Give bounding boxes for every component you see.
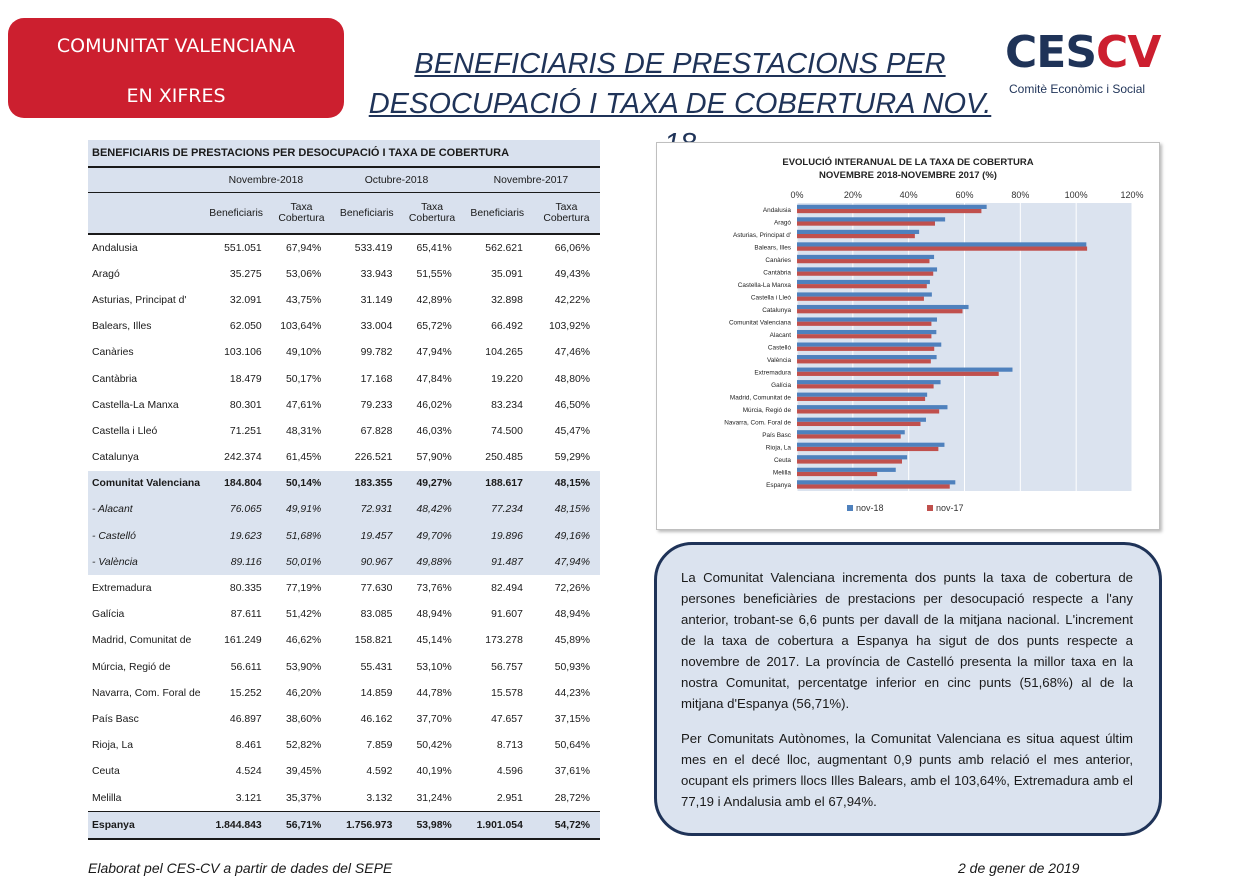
y-category-label: Múrcia, Regió de <box>742 407 791 415</box>
bar-nov-17 <box>797 434 901 438</box>
chart-subtitle: NOVEMBRE 2018-NOVEMBRE 2017 (%) <box>819 170 997 181</box>
cell-taxa: 53,10% <box>416 661 452 673</box>
cell-taxa: 46,03% <box>416 425 452 437</box>
bar-nov-18 <box>797 455 907 459</box>
cell-taxa: 103,64% <box>280 321 322 333</box>
table-caption: BENEFICIARIS DE PRESTACIONS PER DESOCUPACIÓ I TAXA DE COBERTURA <box>88 140 600 168</box>
row-label: Cantàbria <box>92 373 138 385</box>
cell-beneficiaris: 184.804 <box>201 471 272 497</box>
cell-beneficiaris: 4.592 <box>366 766 393 778</box>
cell-beneficiaris: 80.301 <box>229 399 262 411</box>
cell-taxa: 61,45% <box>285 452 322 464</box>
y-category-label: País Basc <box>762 432 791 440</box>
bar-nov-18 <box>797 355 937 359</box>
bar-nov-17 <box>797 472 877 476</box>
header-empty <box>88 168 201 193</box>
cell-beneficiaris: 7.859 <box>366 740 393 752</box>
y-category-label: Galícia <box>771 382 791 390</box>
row-label: Andalusia <box>92 242 138 254</box>
cell-beneficiaris: 161.249 <box>224 635 262 647</box>
row-label: Madrid, Comunitat de <box>92 635 192 647</box>
cell-taxa: 49,10% <box>285 347 322 359</box>
cell-beneficiaris: 76.065 <box>201 497 272 523</box>
bar-nov-17 <box>797 347 934 351</box>
cell-taxa: 57,90% <box>416 452 452 464</box>
cell-taxa: 31,24% <box>416 792 452 804</box>
table-row <box>88 340 600 366</box>
cell-taxa: 72,26% <box>554 583 590 595</box>
cell-taxa: 49,70% <box>402 523 461 549</box>
table-row <box>88 314 600 340</box>
row-label: Múrcia, Regió de <box>92 661 171 673</box>
col-header-taxa: Taxa Cobertura <box>272 193 332 235</box>
bar-nov-18 <box>797 368 1012 372</box>
row-label: Melilla <box>92 792 122 804</box>
table-row <box>88 654 600 680</box>
row-label: Aragó <box>92 268 120 280</box>
cell-taxa: 65,72% <box>416 321 452 333</box>
col-header-beneficiaris: Beneficiaris <box>201 193 272 235</box>
cell-taxa: 50,64% <box>554 740 590 752</box>
bar-nov-17 <box>797 384 934 388</box>
cell-taxa: 44,78% <box>416 687 452 699</box>
cell-beneficiaris: 2.951 <box>496 792 523 804</box>
cell-taxa: 48,15% <box>533 497 600 523</box>
row-label: Canàries <box>92 347 134 359</box>
cell-taxa: 28,72% <box>554 792 590 804</box>
cell-taxa: 45,47% <box>554 425 590 437</box>
cell-beneficiaris: 158.821 <box>354 635 393 647</box>
cell-taxa: 38,60% <box>285 713 322 725</box>
cell-beneficiaris: 46.162 <box>360 713 393 725</box>
cell-taxa: 53,98% <box>402 812 461 840</box>
cell-beneficiaris: 79.233 <box>360 399 393 411</box>
bar-nov-18 <box>797 317 937 321</box>
logo-subtitle: Comitè Econòmic i Social <box>1009 82 1146 96</box>
cell-taxa: 53,90% <box>285 661 322 673</box>
cell-taxa: 51,55% <box>416 268 452 280</box>
cell-beneficiaris: 35.275 <box>229 268 262 280</box>
table-row <box>88 733 600 759</box>
cell-beneficiaris: 19.220 <box>491 373 523 385</box>
row-label: - Alacant <box>88 497 201 523</box>
y-category-label: Cantàbria <box>763 269 791 277</box>
cell-beneficiaris: 104.265 <box>485 347 523 359</box>
bar-nov-17 <box>797 459 902 463</box>
cell-beneficiaris: 1.756.973 <box>331 812 402 840</box>
badge-line-1: COMUNITAT VALENCIANA <box>56 35 296 57</box>
bar-nov-17 <box>797 284 927 288</box>
cell-beneficiaris: 19.457 <box>331 523 402 549</box>
y-category-label: Balears, Illes <box>754 244 791 252</box>
cell-taxa: 37,61% <box>554 766 590 778</box>
cell-beneficiaris: 77.234 <box>462 497 533 523</box>
y-category-label: Aragó <box>773 219 791 227</box>
cell-taxa: 52,82% <box>285 740 322 752</box>
bar-nov-17 <box>797 372 999 376</box>
table-row <box>88 680 600 706</box>
col-header-taxa: Taxa Cobertura <box>533 193 600 235</box>
bar-nov-17 <box>797 322 931 326</box>
cell-taxa: 40,19% <box>416 766 452 778</box>
cell-taxa: 51,68% <box>272 523 332 549</box>
cell-taxa: 66,06% <box>554 242 590 254</box>
cell-beneficiaris: 33.943 <box>360 268 393 280</box>
cell-beneficiaris: 226.521 <box>354 452 393 464</box>
bar-nov-17 <box>797 272 933 276</box>
row-label: Navarra, Com. Foral de <box>92 687 201 699</box>
logo-text-a: CES <box>1005 27 1097 78</box>
y-category-label: Melilla <box>772 469 791 477</box>
cell-taxa: 50,17% <box>285 373 322 385</box>
cell-taxa: 46,50% <box>554 399 590 411</box>
y-category-label: Alacant <box>769 331 791 339</box>
x-tick-label: 0% <box>790 190 804 200</box>
section-badge <box>8 18 344 118</box>
cell-taxa: 65,41% <box>416 242 452 254</box>
bar-nov-17 <box>797 447 938 451</box>
cell-taxa: 56,71% <box>272 812 332 840</box>
bar-nov-17 <box>797 484 950 488</box>
date-note: 2 de gener de 2019 <box>958 860 1080 876</box>
cell-beneficiaris: 17.168 <box>360 373 393 385</box>
cell-beneficiaris: 55.431 <box>360 661 393 673</box>
cell-taxa: 48,94% <box>416 609 452 621</box>
row-label: Castella-La Manxa <box>92 399 179 411</box>
y-category-label: Comunitat Valenciana <box>728 319 791 327</box>
cell-beneficiaris: 15.578 <box>491 687 523 699</box>
table-row <box>88 575 600 601</box>
col-header-taxa: Taxa Cobertura <box>402 193 461 235</box>
cell-taxa: 45,89% <box>554 635 590 647</box>
cell-taxa: 49,91% <box>272 497 332 523</box>
bar-nov-18 <box>797 242 1086 246</box>
bar-nov-18 <box>797 230 919 234</box>
cell-taxa: 47,84% <box>416 373 452 385</box>
y-category-label: Navarra, Com. Foral de <box>724 419 791 427</box>
source-note: Elaborat pel CES-CV a partir de dades del SEPE <box>88 860 393 876</box>
cell-taxa: 77,19% <box>285 583 322 595</box>
bar-nov-18 <box>797 267 937 271</box>
bar-chart <box>657 143 1159 529</box>
cell-beneficiaris: 83.234 <box>491 399 523 411</box>
bar-nov-17 <box>797 234 915 238</box>
cell-beneficiaris: 8.461 <box>235 740 262 752</box>
bar-nov-17 <box>797 334 931 338</box>
cell-beneficiaris: 67.828 <box>360 425 393 437</box>
table-row <box>88 785 600 812</box>
table-row <box>88 812 600 840</box>
cell-beneficiaris: 183.355 <box>331 471 402 497</box>
row-label: Espanya <box>88 812 201 840</box>
cell-taxa: 43,75% <box>285 294 322 306</box>
bar-nov-18 <box>797 280 930 284</box>
cell-beneficiaris: 71.251 <box>229 425 262 437</box>
bar-nov-18 <box>797 380 941 384</box>
cell-taxa: 50,42% <box>416 740 452 752</box>
y-category-label: Extremadura <box>754 369 791 377</box>
cell-beneficiaris: 188.617 <box>462 471 533 497</box>
cell-beneficiaris: 3.132 <box>366 792 393 804</box>
period-header: Novembre-2018 <box>201 168 332 193</box>
cell-taxa: 49,16% <box>533 523 600 549</box>
cell-beneficiaris: 62.050 <box>229 321 262 333</box>
row-label: País Basc <box>92 713 139 725</box>
cell-taxa: 50,93% <box>554 661 590 673</box>
cell-taxa: 46,02% <box>416 399 452 411</box>
cell-beneficiaris: 35.091 <box>491 268 523 280</box>
bar-nov-18 <box>797 430 905 434</box>
header-empty <box>88 193 201 235</box>
cell-beneficiaris: 89.116 <box>201 549 272 575</box>
table-row <box>88 392 600 418</box>
cell-taxa: 103,92% <box>548 321 590 333</box>
cell-taxa: 49,43% <box>554 268 590 280</box>
commentary-paragraph-1: La Comunitat Valenciana incrementa dos punts la taxa de cobertura de persones beneficiàries de prestacions per desocupació respecte a l'any anterior, trobant-se 6,6 punts per davall de la mitjana nacional. L'increment de la taxa de cobertura a Espanya ha sigut de dos punts respecte a novembre de 2017. La província de Castelló presenta la millor taxa en la nostra Comunitat, percentatge inferior en cinc punts (51,68%) al de la mitjana d'Espanya (56,71%). <box>681 570 1133 711</box>
title-line-2: DESOCUPACIÓ I TAXA DE COBERTURA NOV. <box>368 88 992 120</box>
row-label: Catalunya <box>92 452 139 464</box>
data-table <box>88 168 600 840</box>
x-tick-label: 60% <box>955 190 974 200</box>
cell-beneficiaris: 19.896 <box>462 523 533 549</box>
bar-nov-18 <box>797 305 969 309</box>
table-row <box>88 497 600 523</box>
cell-taxa: 50,01% <box>272 549 332 575</box>
bar-nov-18 <box>797 418 926 422</box>
table-row <box>88 261 600 287</box>
legend-label: nov-18 <box>856 503 884 513</box>
title-line-1: BENEFICIARIS DE PRESTACIONS PER <box>414 48 946 80</box>
y-category-label: Catalunya <box>762 306 791 314</box>
cell-beneficiaris: 80.335 <box>229 583 262 595</box>
cell-beneficiaris: 8.713 <box>496 740 523 752</box>
cell-beneficiaris: 31.149 <box>360 294 393 306</box>
cell-taxa: 44,23% <box>554 687 590 699</box>
cell-taxa: 48,15% <box>533 471 600 497</box>
y-category-label: Castella i Lleó <box>750 294 791 302</box>
table-row <box>88 706 600 732</box>
y-category-label: Castelló <box>767 344 791 352</box>
cell-beneficiaris: 4.596 <box>496 766 523 778</box>
table-row <box>88 471 600 497</box>
cell-beneficiaris: 33.004 <box>360 321 393 333</box>
cell-beneficiaris: 1.844.843 <box>201 812 272 840</box>
cell-beneficiaris: 32.898 <box>491 294 523 306</box>
cell-beneficiaris: 15.252 <box>229 687 262 699</box>
legend-swatch <box>847 505 853 511</box>
cell-taxa: 46,20% <box>285 687 322 699</box>
logo-text-b: CV <box>1096 27 1161 78</box>
cell-beneficiaris: 56.757 <box>491 661 523 673</box>
cell-beneficiaris: 83.085 <box>360 609 393 621</box>
cell-beneficiaris: 103.106 <box>224 347 262 359</box>
bar-nov-18 <box>797 468 896 472</box>
commentary-box <box>654 542 1162 836</box>
cell-beneficiaris: 3.121 <box>235 792 262 804</box>
chart-title: EVOLUCIÓ INTERANUAL DE LA TAXA DE COBERTURA <box>782 157 1034 168</box>
bar-nov-18 <box>797 255 934 259</box>
bar-nov-18 <box>797 343 941 347</box>
cell-taxa: 45,14% <box>416 635 452 647</box>
bar-nov-17 <box>797 409 939 413</box>
row-label: Galícia <box>92 609 125 621</box>
row-label: - València <box>88 549 201 575</box>
bar-nov-18 <box>797 480 955 484</box>
table-row <box>88 628 600 654</box>
cell-taxa: 42,89% <box>416 294 452 306</box>
table-row <box>88 523 600 549</box>
bar-nov-18 <box>797 443 944 447</box>
bar-nov-18 <box>797 217 945 221</box>
cell-taxa: 48,31% <box>285 425 322 437</box>
legend-swatch <box>927 505 933 511</box>
period-header: Octubre-2018 <box>331 168 462 193</box>
table-row <box>88 445 600 471</box>
bar-nov-17 <box>797 297 924 301</box>
cell-taxa: 35,37% <box>285 792 322 804</box>
table-row <box>88 234 600 261</box>
row-label: Ceuta <box>92 766 120 778</box>
row-label: Comunitat Valenciana <box>88 471 201 497</box>
cescv-logo <box>1005 26 1225 106</box>
data-table-container <box>88 140 600 840</box>
col-header-beneficiaris: Beneficiaris <box>331 193 402 235</box>
cell-beneficiaris: 90.967 <box>331 549 402 575</box>
cell-beneficiaris: 242.374 <box>224 452 262 464</box>
row-label: Extremadura <box>92 583 152 595</box>
cell-beneficiaris: 46.897 <box>229 713 262 725</box>
cell-beneficiaris: 250.485 <box>485 452 523 464</box>
cell-taxa: 47,94% <box>533 549 600 575</box>
table-row <box>88 418 600 444</box>
y-category-label: Madrid, Comunitat de <box>729 394 791 402</box>
cell-beneficiaris: 91.487 <box>462 549 533 575</box>
cell-beneficiaris: 551.051 <box>224 242 262 254</box>
cell-taxa: 48,94% <box>554 609 590 621</box>
cell-taxa: 49,27% <box>402 471 461 497</box>
cell-beneficiaris: 77.630 <box>360 583 393 595</box>
bar-nov-17 <box>797 359 931 363</box>
cell-taxa: 73,76% <box>416 583 452 595</box>
y-category-label: València <box>766 357 791 365</box>
bar-nov-18 <box>797 405 947 409</box>
row-label: Balears, Illes <box>92 321 152 333</box>
y-category-label: Asturias, Principat d' <box>732 231 791 239</box>
cell-taxa: 48,80% <box>554 373 590 385</box>
cell-taxa: 46,62% <box>285 635 322 647</box>
cell-taxa: 47,94% <box>416 347 452 359</box>
bar-nov-18 <box>797 292 932 296</box>
cell-beneficiaris: 87.611 <box>230 609 262 621</box>
cell-beneficiaris: 562.621 <box>485 242 523 254</box>
row-label: - Castelló <box>88 523 201 549</box>
table-row <box>88 366 600 392</box>
bar-nov-17 <box>797 221 935 225</box>
cell-beneficiaris: 72.931 <box>331 497 402 523</box>
cell-beneficiaris: 91.607 <box>491 609 523 621</box>
bar-nov-17 <box>797 209 981 213</box>
cell-beneficiaris: 1.901.054 <box>462 812 533 840</box>
commentary-paragraph-2: Per Comunitats Autònomes, la Comunitat Valenciana es situa aquest últim mes en el decé lloc, augmentant 0,9 punts amb relació el mes anterior, ocupant els primers llocs Illes Balears, amb el 103,64%, Extremadura amb el 77,19 i Andalusia amb el 67,94%. <box>681 731 1133 809</box>
legend-label: nov-17 <box>936 503 964 513</box>
bar-nov-17 <box>797 397 925 401</box>
y-category-label: Castella-La Manxa <box>737 281 791 289</box>
row-label: Rioja, La <box>92 740 134 752</box>
cell-beneficiaris: 47.657 <box>491 713 523 725</box>
cell-taxa: 39,45% <box>285 766 322 778</box>
cell-beneficiaris: 19.623 <box>201 523 272 549</box>
cell-beneficiaris: 18.479 <box>229 373 262 385</box>
cell-beneficiaris: 66.492 <box>491 321 523 333</box>
cell-taxa: 37,15% <box>554 713 590 725</box>
table-row <box>88 602 600 628</box>
cell-taxa: 59,29% <box>554 452 590 464</box>
cell-taxa: 53,06% <box>285 268 322 280</box>
y-category-label: Espanya <box>766 482 791 490</box>
x-tick-label: 20% <box>843 190 862 200</box>
bar-nov-18 <box>797 393 927 397</box>
y-category-label: Rioja, La <box>765 444 791 452</box>
period-header: Novembre-2017 <box>462 168 600 193</box>
x-tick-label: 40% <box>899 190 918 200</box>
cell-taxa: 51,42% <box>285 609 322 621</box>
y-category-label: Canàries <box>765 256 791 264</box>
y-category-label: Andalusia <box>762 206 791 214</box>
bar-nov-18 <box>797 330 936 334</box>
cell-beneficiaris: 14.859 <box>360 687 393 699</box>
chart-panel <box>656 142 1160 530</box>
cell-taxa: 49,88% <box>402 549 461 575</box>
row-label: Asturias, Principat d' <box>92 294 187 306</box>
bar-nov-17 <box>797 422 920 426</box>
cell-beneficiaris: 32.091 <box>229 294 262 306</box>
bar-nov-17 <box>797 259 929 263</box>
table-row <box>88 759 600 785</box>
bar-nov-17 <box>797 247 1087 251</box>
bar-nov-18 <box>797 205 987 209</box>
cell-taxa: 47,61% <box>285 399 322 411</box>
y-category-label: Ceuta <box>773 457 791 465</box>
cell-taxa: 42,22% <box>554 294 590 306</box>
x-tick-label: 100% <box>1064 190 1088 200</box>
badge-line-2: EN XIFRES <box>126 85 226 107</box>
x-tick-label: 80% <box>1011 190 1030 200</box>
cell-beneficiaris: 533.419 <box>354 242 393 254</box>
cell-taxa: 37,70% <box>416 713 452 725</box>
cell-beneficiaris: 99.782 <box>360 347 393 359</box>
cell-taxa: 50,14% <box>272 471 332 497</box>
table-row <box>88 287 600 313</box>
cell-beneficiaris: 4.524 <box>235 766 262 778</box>
bar-nov-17 <box>797 309 963 313</box>
cell-taxa: 47,46% <box>554 347 590 359</box>
table-row <box>88 549 600 575</box>
cell-taxa: 54,72% <box>533 812 600 840</box>
cell-beneficiaris: 56.611 <box>230 661 262 673</box>
cell-beneficiaris: 82.494 <box>491 583 523 595</box>
cell-beneficiaris: 74.500 <box>491 425 523 437</box>
cell-beneficiaris: 173.278 <box>485 635 523 647</box>
row-label: Castella i Lleó <box>92 425 158 437</box>
cell-taxa: 67,94% <box>285 242 322 254</box>
cell-taxa: 48,42% <box>402 497 461 523</box>
col-header-beneficiaris: Beneficiaris <box>462 193 533 235</box>
x-tick-label: 120% <box>1120 190 1144 200</box>
